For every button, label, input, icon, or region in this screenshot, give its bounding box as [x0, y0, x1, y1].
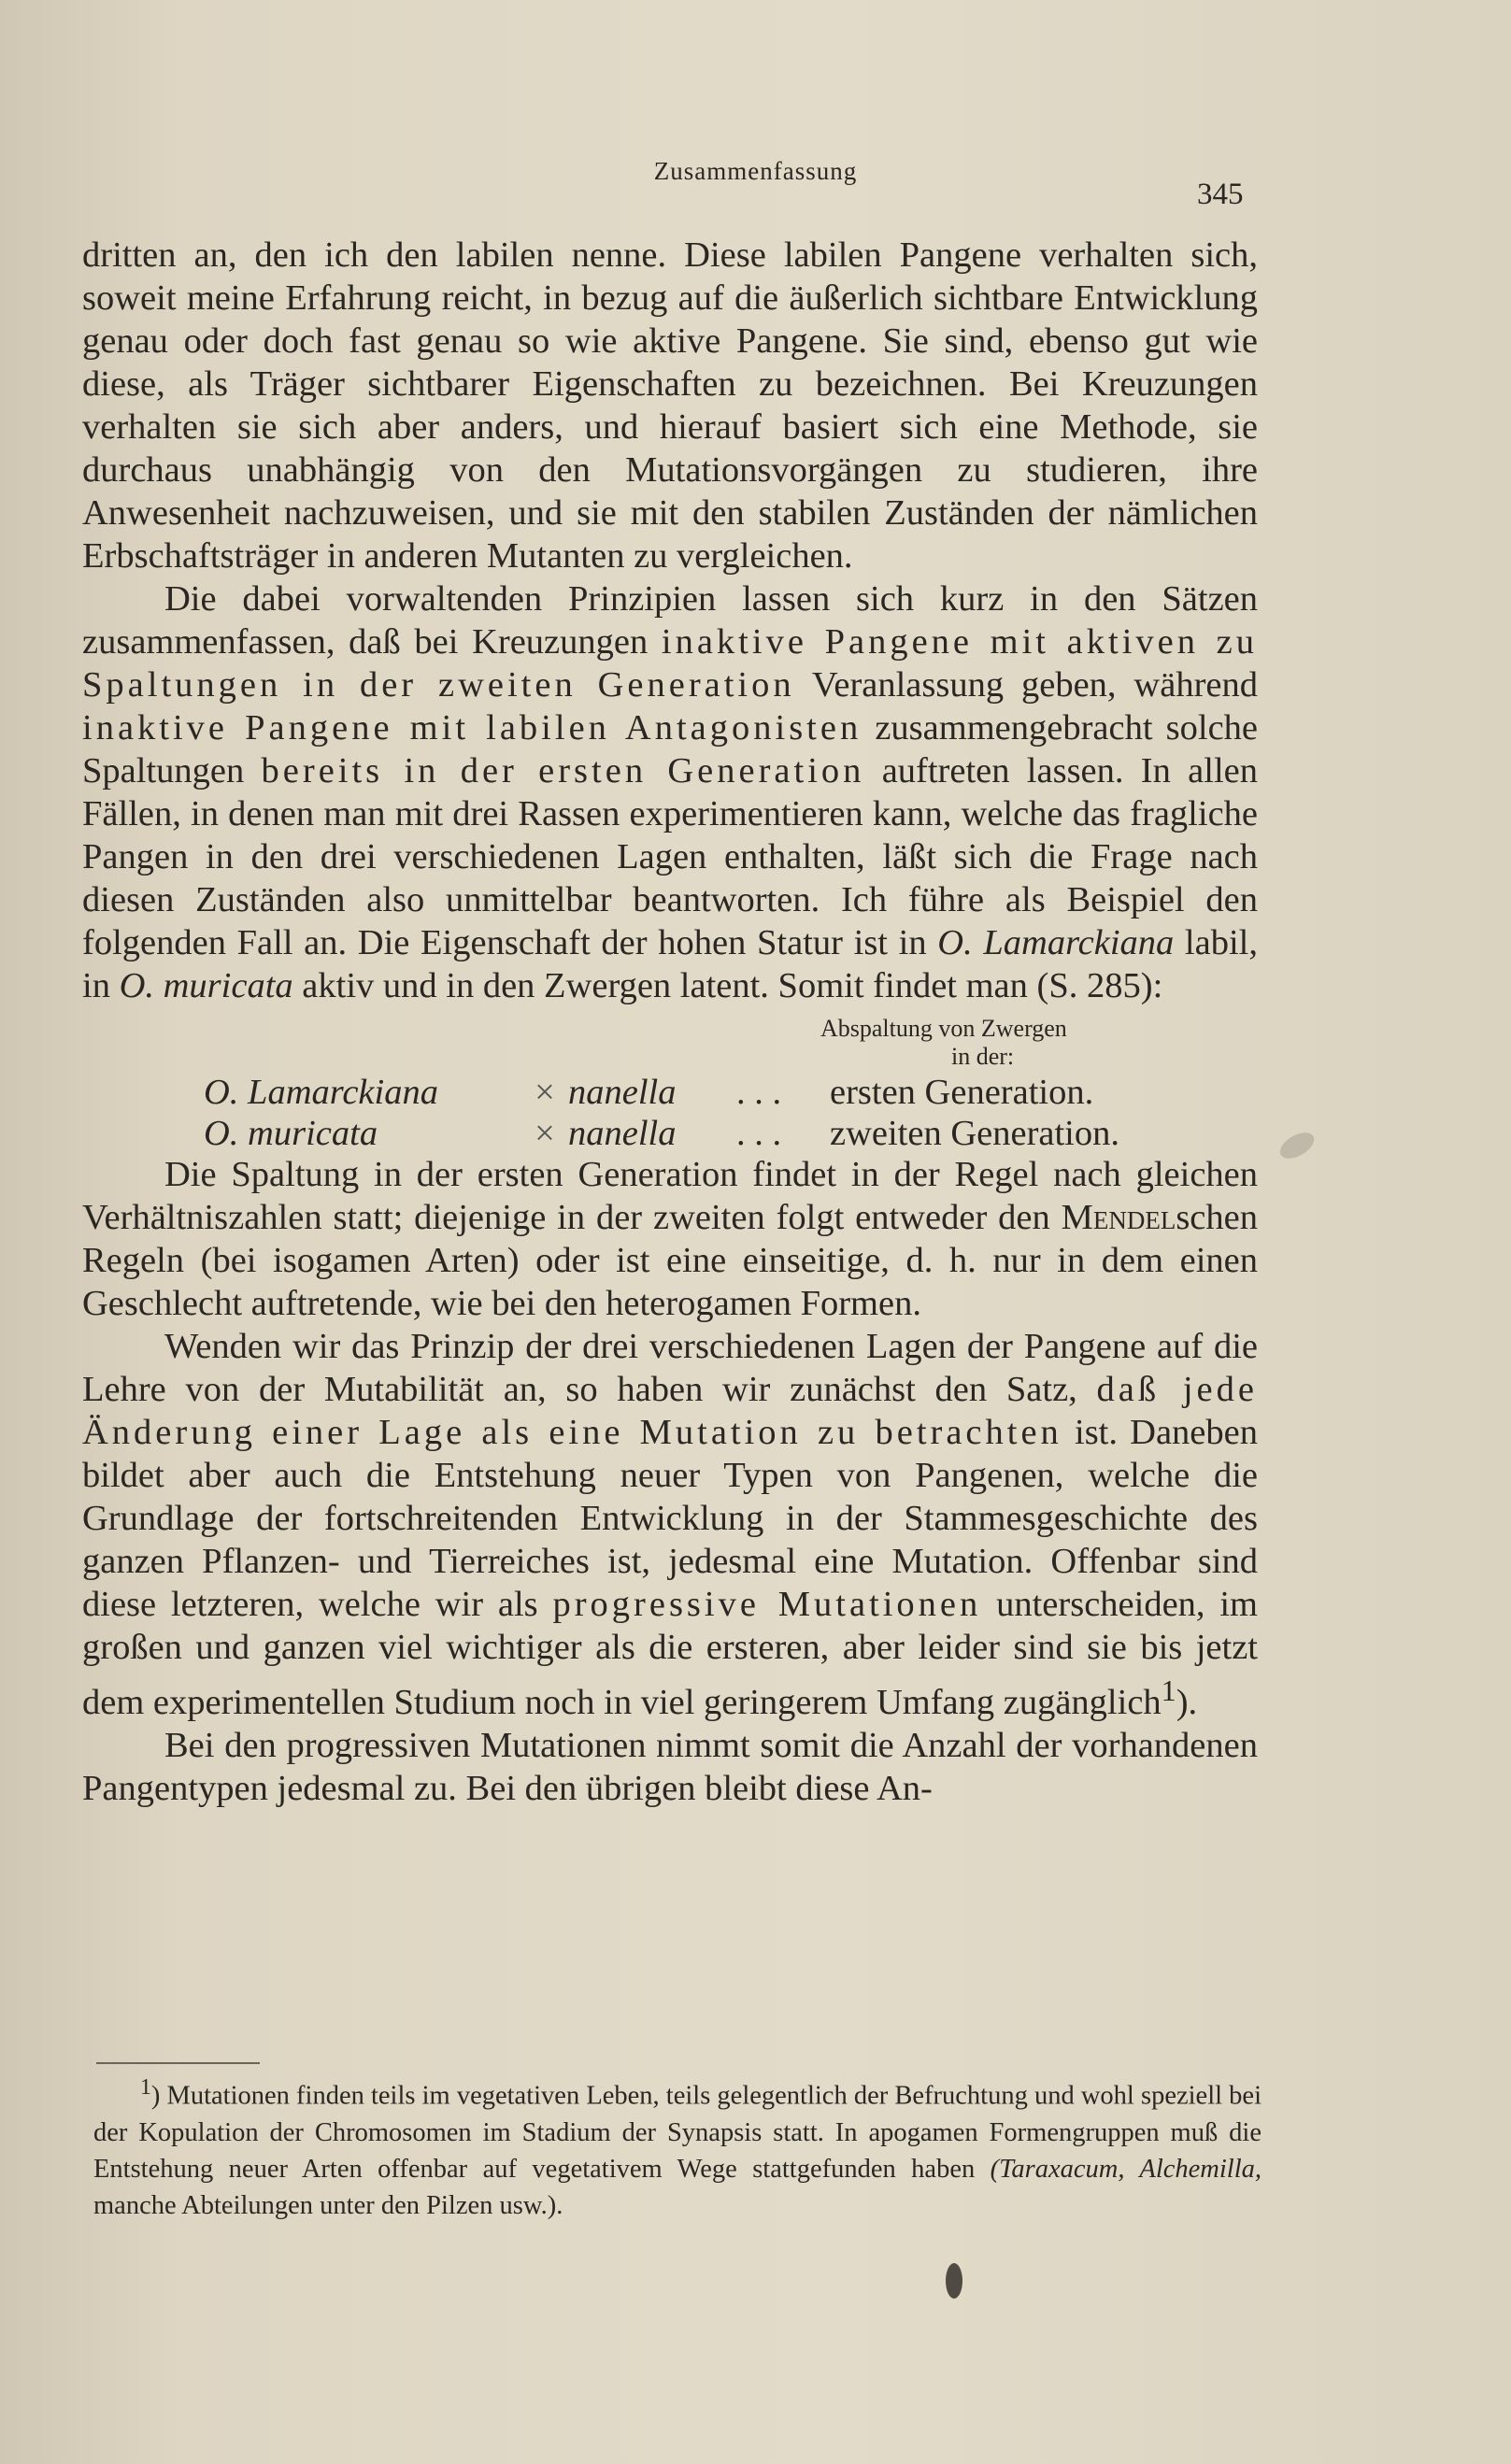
p2-text-6: aktiv und in den Zwergen latent. Somit findet man (S. 285): — [292, 966, 1163, 1005]
paragraph-2 — [82, 577, 1258, 1007]
footnote — [93, 2070, 1262, 2224]
p3-text-1: Die Spaltung in der ersten Generation findet in der Regel nach gleichen Verhältniszahlen statt; diejenige in der zweiten folgt entweder den — [82, 1155, 1258, 1237]
p4-spaced-1: daß jede Änderung einer Lage als eine Mutation zu betrachten — [82, 1370, 1258, 1452]
formula-header-line-2: in der: — [951, 1043, 1015, 1070]
formula-right: nanella — [568, 1073, 677, 1112]
p3-text-2: schen Regeln (bei isogamen Arten) oder ist eine einseitige, d. h. nur in dem einen Geschlecht auftretende, wie bei den heterogamen Formen. — [82, 1198, 1258, 1323]
formula-result: ersten Generation. — [830, 1073, 1094, 1112]
p2-spaced-3: bereits in der ersten Generation — [261, 751, 865, 790]
footnote-text-2: manche Abteilungen unter den Pilzen usw.). — [93, 2190, 563, 2220]
paragraph-3 — [82, 1153, 1258, 1325]
p4-text-2: ist. Daneben bildet aber auch die Entstehung neuer Typen von Pangenen, welche die Grundlage der fortschreitenden Entwicklung in der Stammesgeschichte des ganzen Pflanzen- und Tierreiches ist, jedesmal eine Mutation. Offenbar sind diese letzteren, welche wir als — [82, 1413, 1258, 1624]
p2-spaced-1: inaktive Pangene mit aktiven zu Spaltungen in der zweiten Generation — [82, 622, 1258, 705]
p2-text-3: zusammengebracht solche Spaltungen — [82, 708, 1258, 790]
p4-text-1: Wenden wir das Prinzip der drei verschiedenen Lagen der Pangene auf die Lehre von der Mutabilität an, so haben wir zunächst den Satz, — [82, 1327, 1258, 1409]
cross-symbol: × — [535, 1073, 555, 1112]
formula-header-line-1: Abspaltung von Zwergen — [820, 1015, 1067, 1042]
p4-spaced-2: progressive Mutationen — [552, 1585, 982, 1624]
p2-text-1: Die dabei vorwaltenden Prinzipien lassen sich kurz in den Sätzen zusammenfassen, daß bei Kreuzungen — [82, 579, 1258, 662]
p2-text-5: labil, in — [82, 923, 1258, 1005]
formula-left: O. Lamarckiana — [204, 1073, 438, 1112]
p2-text-2: Veranlassung geben, während — [794, 665, 1258, 705]
p2-spaced-2: inaktive Pangene mit labilen Antagonisten — [82, 708, 862, 748]
p4-text-3: unterscheiden, im großen und ganzen viel wichtiger als die ersteren, aber leider sind sie bis jetzt dem experimentellen Studium noch in viel geringerem Umfang zugänglich — [82, 1585, 1258, 1722]
formula-left: O. muricata — [204, 1114, 378, 1153]
footnote-marker: 1 — [140, 2075, 151, 2100]
formula-right: nanella — [568, 1114, 677, 1153]
running-title: Zusammenfassung — [653, 157, 858, 185]
p2-text-4: auftreten lassen. In allen Fällen, in denen man mit drei Rassen experimentieren kann, welche das fragliche Pangen in den drei verschiedenen Lagen enthalten, läßt sich die Frage nach diesen Zuständen also unmittelbar beantworten. Ich führe als Beispiel den folgenden Fall an. Die Eigenschaft der hohen Statur ist in — [82, 751, 1258, 962]
paragraph-4 — [82, 1325, 1258, 1724]
p3-smallcaps-name: Mendel — [1061, 1198, 1176, 1237]
p2-species-1: O. Lamarckiana — [937, 923, 1175, 962]
paper-smudge — [1276, 1127, 1319, 1163]
formula-row — [82, 1112, 1258, 1153]
formula-row — [82, 1071, 1258, 1112]
main-text — [82, 234, 1258, 1810]
ink-spot — [946, 2263, 962, 2299]
paragraph-5: Bei den progressiven Mutationen nimmt somit die Anzahl der vorhandenen Pangentypen jedesmal zu. Bei den übrigen bleibt diese An- — [82, 1725, 1258, 1808]
footnote-text-1: ) Mutationen finden teils im vegetativen Leben, teils gelegentlich der Befruchtung und wohl speziell bei der Kopulation der Chromosomen im Stadium der Synapsis statt. In apogamen Formengruppen muß die Entstehung neuer Arten offenbar auf vegetativem Wege stattgefunden haben — [93, 2081, 1262, 2184]
formula-result: zweiten Generation. — [830, 1114, 1119, 1153]
footnote-genera: (Taraxacum, Alchemilla, — [990, 2154, 1262, 2184]
page-number: 345 — [1197, 178, 1244, 211]
formula-dots: . . . — [736, 1114, 782, 1153]
formula-dots: . . . — [736, 1073, 782, 1112]
footnote-reference: 1 — [1161, 1674, 1176, 1707]
p2-species-2: O. muricata — [119, 966, 293, 1005]
footnote-divider — [96, 2062, 260, 2064]
formula-header — [82, 1015, 1258, 1071]
p4-text-4: ). — [1176, 1682, 1198, 1722]
cross-symbol: × — [535, 1114, 555, 1153]
paragraph-1: dritten an, den ich den labilen nenne. Diese labilen Pangene verhalten sich, soweit meine Erfahrung reicht, in bezug auf die äußerlich sichtbare Entwicklung genau oder doch fast genau so wie aktive Pangene. Sie sind, ebenso gut wie diese, als Träger sichtbarer Eigenschaften zu bezeichnen. Bei Kreuzungen verhalten sie sich aber anders, und hierauf basiert sich eine Methode, sie durchaus unabhängig von den Mutationsvorgängen zu studieren, ihre Anwesenheit nachzuweisen, und sie mit den stabilen Zuständen der nämlichen Erbschaftsträger in anderen Mutanten zu vergleichen. — [82, 235, 1258, 576]
